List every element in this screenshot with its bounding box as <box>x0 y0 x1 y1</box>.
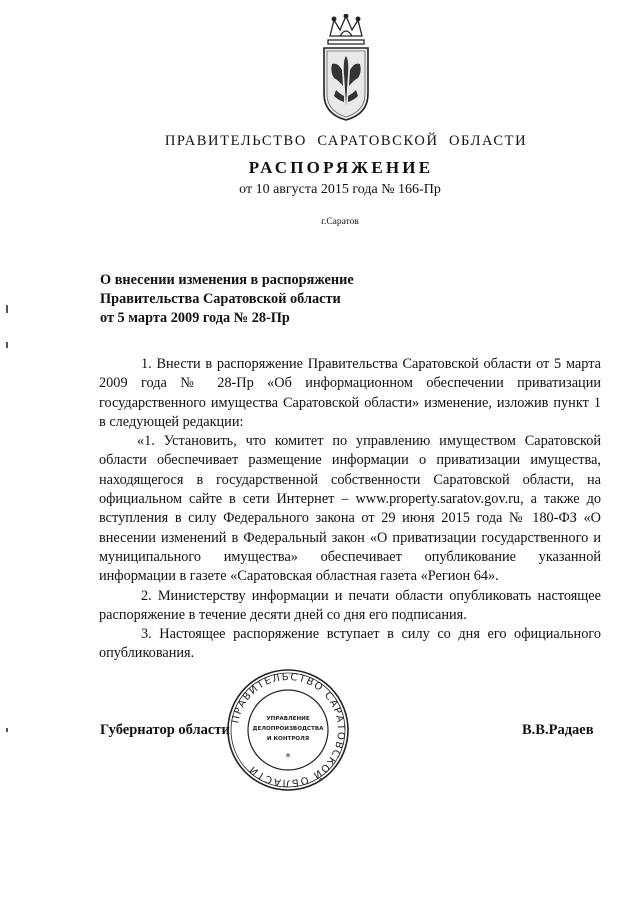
scan-edge-mark <box>6 305 8 313</box>
svg-text:*: * <box>285 752 291 763</box>
scan-edge-mark <box>6 728 8 732</box>
svg-text:ПРАВИТЕЛЬСТВО САРАТОВСКОЙ ОБЛА: ПРАВИТЕЛЬСТВО САРАТОВСКОЙ ОБЛАСТИ <box>230 671 347 789</box>
government-title: ПРАВИТЕЛЬСТВО САРАТОВСКОЙ ОБЛАСТИ <box>164 133 528 149</box>
document-subject <box>100 271 420 328</box>
signatory-position: Губернатор области <box>100 722 230 738</box>
svg-text:И КОНТРОЛЯ: И КОНТРОЛЯ <box>266 736 310 742</box>
body-paragraph-2: 2. Министерству информации и печати области опубликовать настоящее распоряжение в течение десяти дней со дня его подписания. <box>99 587 601 623</box>
document-date-number: от 10 августа 2015 года № 166-Пр <box>239 182 441 197</box>
document-body <box>99 355 601 664</box>
body-paragraph-3: 3. Настоящее распоряжение вступает в силу со дня его официального опубликования. <box>99 626 601 662</box>
saratov-coat-of-arms-icon <box>318 14 374 124</box>
document-city: г.Саратов <box>321 217 359 227</box>
svg-text:УПРАВЛЕНИЕ: УПРАВЛЕНИЕ <box>266 716 310 722</box>
subject-line: Правительства Саратовской области <box>100 291 341 307</box>
scan-edge-mark <box>6 342 8 348</box>
subject-line: от 5 марта 2009 года № 28-Пр <box>100 310 290 326</box>
svg-text:ДЕЛОПРОИЗВОДСТВА: ДЕЛОПРОИЗВОДСТВА <box>252 726 324 732</box>
signatory-name: В.В.Радаев <box>522 722 594 738</box>
body-paragraph-quote: «1. Установить, что комитет по управлению имуществом Саратовской области обеспечивает размещение информации о приватизации имущества, находящегося в государственной собственности Саратовской области, на официальном сайте в сети Интернет – www.property.saratov.gov.ru, а также до вступления в силу Федерального закона от 29 июня 2015 года № 180-ФЗ «О внесении изменений в Федеральный закон «О приватизации государственного и муниципального имущества» обеспечивает опубликование указанной информации в газете «Саратовская областная газета «Регион 64». <box>99 433 601 585</box>
subject-line: О внесении изменения в распоряжение <box>100 272 354 288</box>
body-paragraph-1: 1. Внести в распоряжение Правительства Саратовской области от 5 марта 2009 года № 28-Пр «Об информационном обеспечении приватизации государственного имущества Саратовской области» изменение, изложив пункт 1 в следующей редакции: <box>99 356 601 430</box>
document-type: РАСПОРЯЖЕНИЕ <box>248 158 434 177</box>
official-round-stamp-icon <box>226 668 350 792</box>
